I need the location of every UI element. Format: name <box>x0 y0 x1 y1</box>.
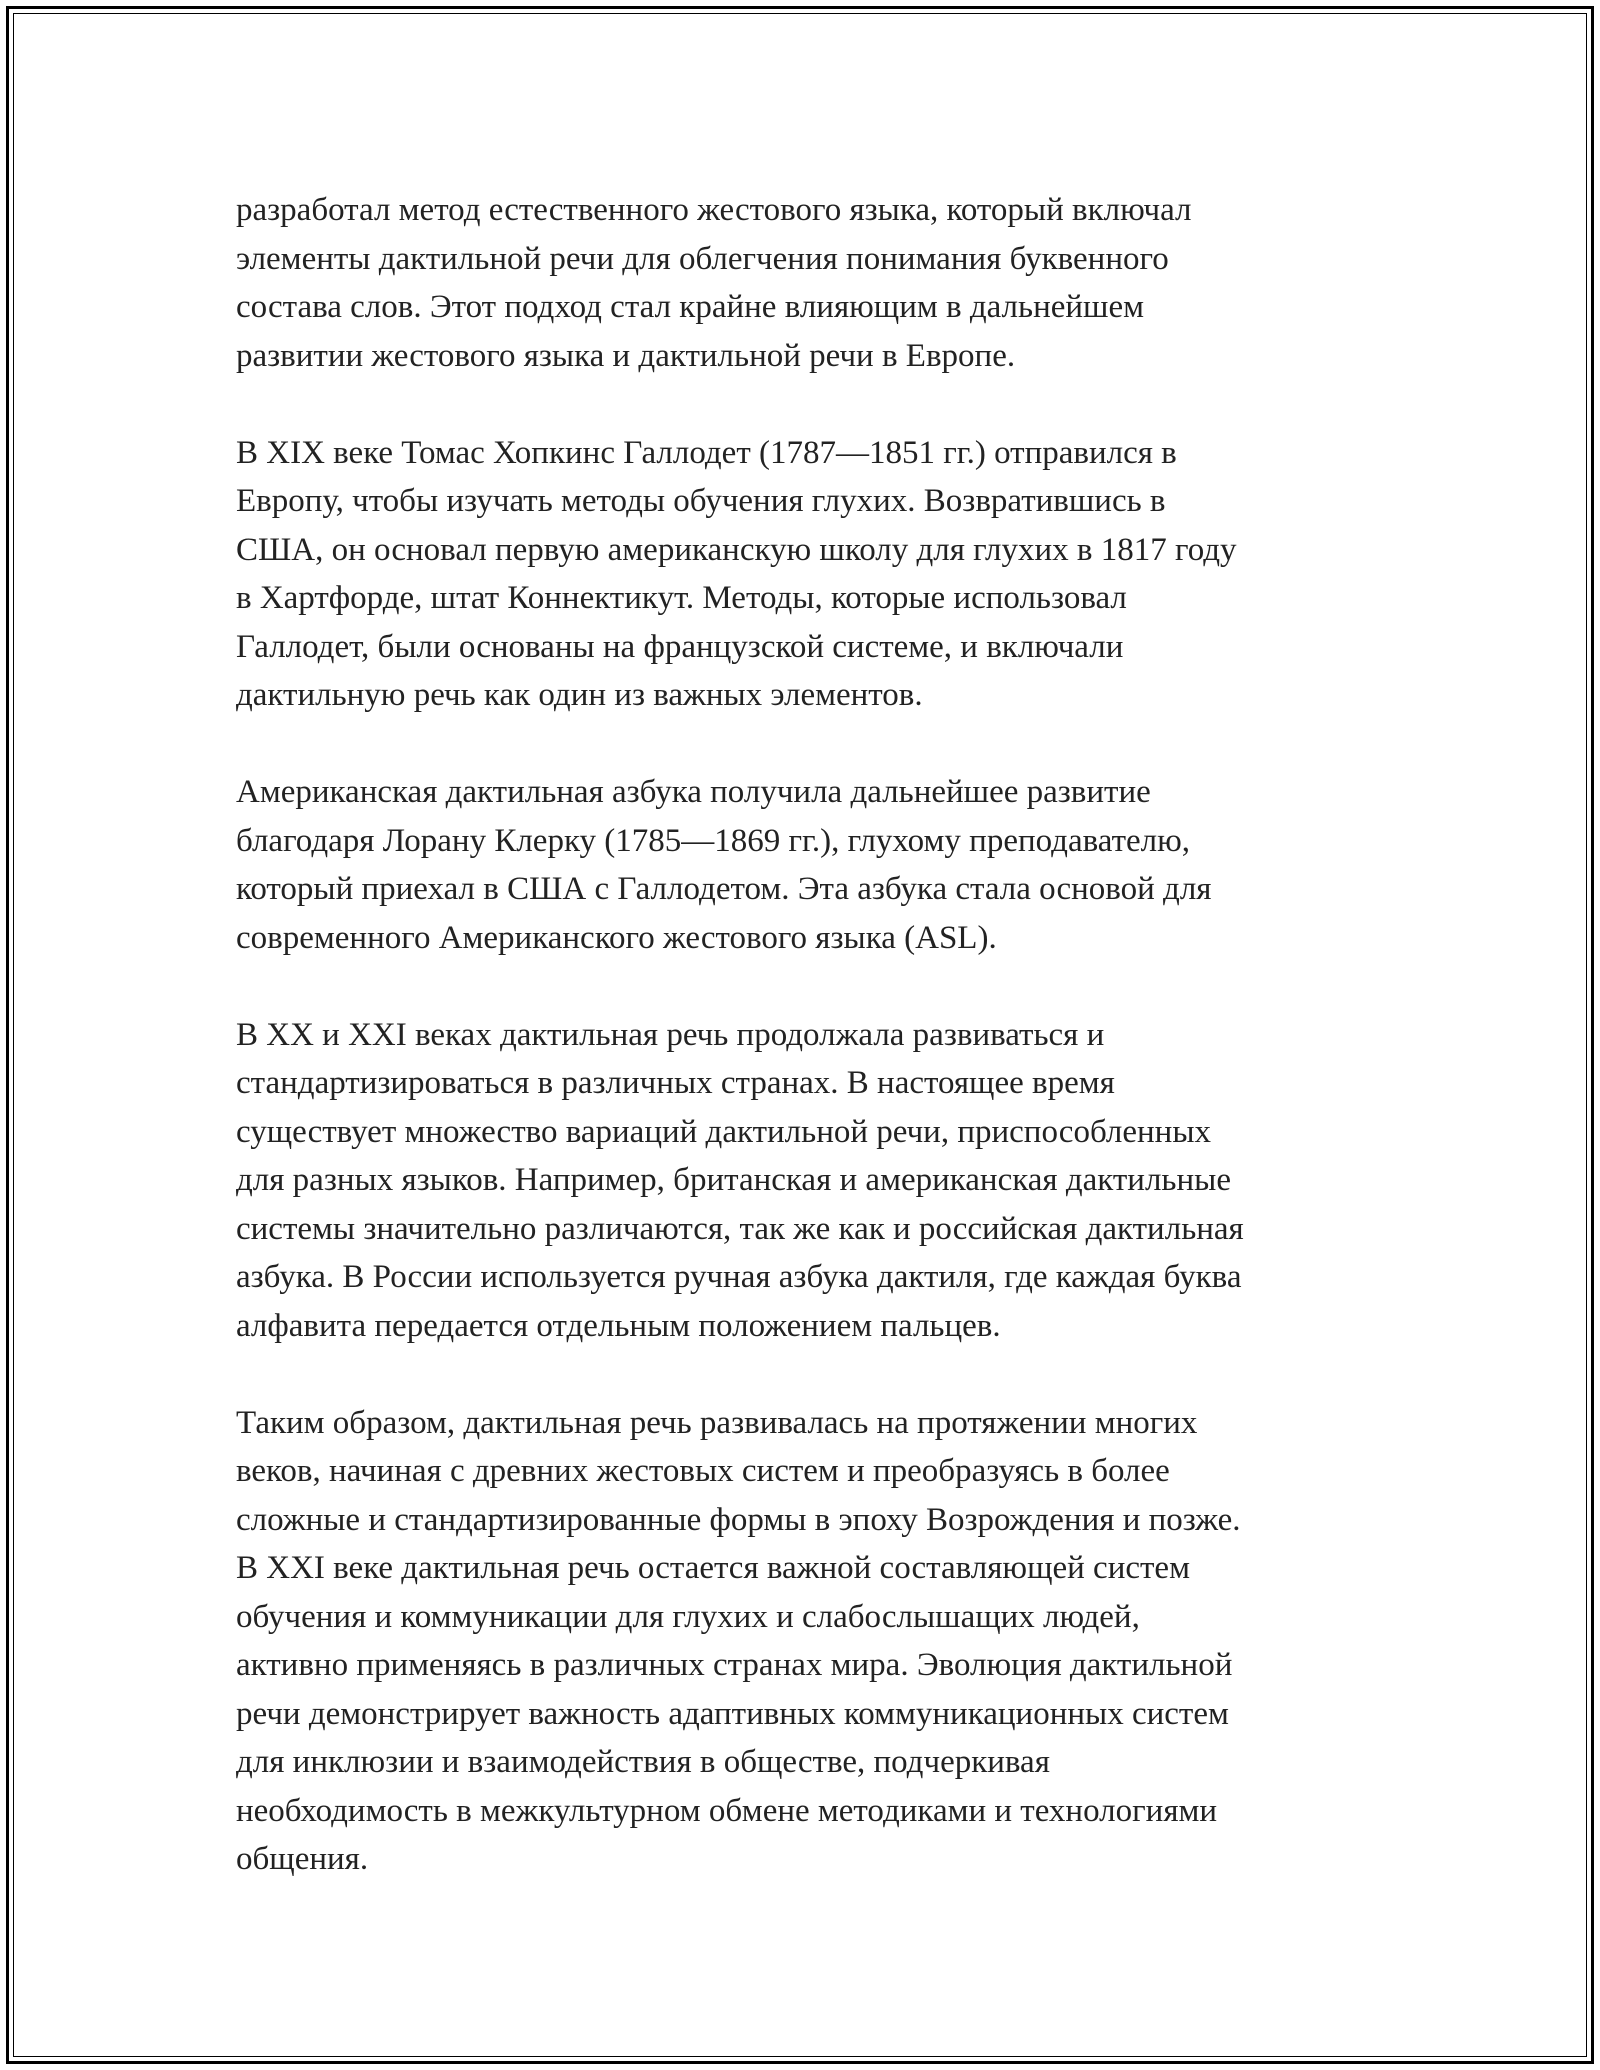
paragraph <box>236 1399 1386 1884</box>
text-line: речи демонстрирует важность адаптивных коммуникационных систем <box>236 1695 1229 1732</box>
document-body <box>236 186 1386 1932</box>
text-line: благодаря Лорану Клерку (1785—1869 гг.), глухому преподавателю, <box>236 822 1191 859</box>
text-line: стандартизироваться в различных странах. В настоящее время <box>236 1065 1115 1101</box>
paragraph <box>236 768 1386 962</box>
text-line: алфавита передается отдельным положением пальцев. <box>236 1307 1001 1344</box>
text-line: азбука. В России используется ручная азбука дактиля, где каждая буква <box>236 1259 1242 1295</box>
text-line: Галлодет, были основаны на французской системе, и включали <box>236 628 1124 665</box>
text-line: для разных языков. Например, британская и американская дактильные <box>236 1162 1231 1198</box>
text-line: Таким образом, дактильная речь развивалась на протяжении многих <box>236 1404 1198 1441</box>
text-line: общения. <box>236 1841 369 1877</box>
text-line: веков, начиная с древних жестовых систем и преобразуясь в более <box>236 1453 1170 1489</box>
paragraph <box>236 429 1386 720</box>
text-line: обучения и коммуникации для глухих и слабослышащих людей, <box>236 1598 1140 1635</box>
paragraph <box>236 1011 1386 1351</box>
text-line: Американская дактильная азбука получила дальнейшее развитие <box>236 774 1151 810</box>
text-line: развитии жестового языка и дактильной речи в Европе. <box>236 337 1016 374</box>
text-line: разработал метод естественного жестового языка, который включал <box>236 192 1192 228</box>
text-line: сложные и стандартизированные формы в эпоху Возрождения и позже. <box>236 1501 1241 1538</box>
text-line: В XXI веке дактильная речь остается важной составляющей систем <box>236 1550 1190 1586</box>
text-line: современного Американского жестового языка (ASL). <box>236 919 997 956</box>
text-line: для инклюзии и взаимодействия в обществе, подчеркивая <box>236 1744 1050 1780</box>
text-line: элементы дактильной речи для облегчения понимания буквенного <box>236 240 1169 277</box>
text-line: необходимость в межкультурном обмене методиками и технологиями <box>236 1792 1218 1829</box>
text-line: В XX и XXI веках дактильная речь продолжала развиваться и <box>236 1016 1105 1053</box>
text-line: Европу, чтобы изучать методы обучения глухих. Возвратившись в <box>236 483 1166 519</box>
text-line: состава слов. Этот подход стал крайне влияющим в дальнейшем <box>236 289 1144 325</box>
text-line: в Хартфорде, штат Коннектикут. Методы, которые использовал <box>236 580 1127 616</box>
text-line: В XIX веке Томас Хопкинс Галлодет (1787—1851 гг.) отправился в <box>236 434 1177 471</box>
text-line: системы значительно различаются, так же как и российская дактильная <box>236 1210 1244 1247</box>
text-line: активно применяясь в различных странах мира. Эволюция дактильной <box>236 1647 1233 1683</box>
paragraph <box>236 186 1386 380</box>
text-line: существует множество вариаций дактильной речи, приспособленных <box>236 1113 1212 1150</box>
text-line: США, он основал первую американскую школу для глухих в 1817 году <box>236 531 1237 568</box>
text-line: который приехал в США с Галлодетом. Эта азбука стала основой для <box>236 871 1212 907</box>
text-line: дактильную речь как один из важных элементов. <box>236 677 923 713</box>
